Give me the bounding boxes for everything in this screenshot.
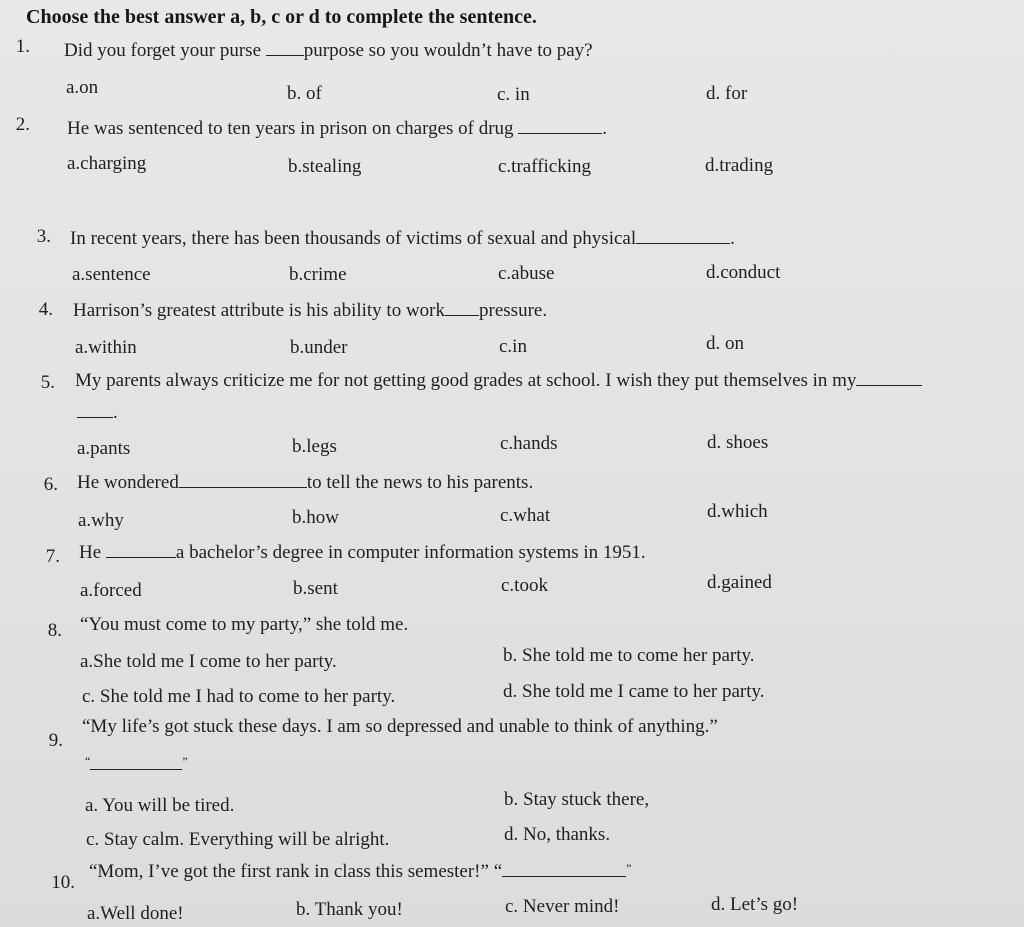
continuation-text: . (113, 402, 118, 423)
question-text-part: to tell the news to his parents. (306, 472, 534, 493)
question-number: 10. (51, 872, 75, 893)
option-a: a.within (75, 337, 137, 358)
option-d: d. No, thanks. (504, 824, 611, 845)
question-number: 9. (48, 730, 63, 751)
question-text-part: My parents always criticize me for not getting good grades at school. I wish they put themselves in my (75, 370, 857, 391)
option-a: a.sentence (72, 264, 151, 285)
option-a: a.forced (80, 580, 142, 601)
option-a: a.She told me I come to her party. (80, 651, 337, 672)
option-b: b.how (292, 507, 339, 528)
question-text (64, 40, 593, 62)
option-c: c.abuse (498, 263, 555, 284)
question-continuation (85, 754, 188, 776)
answer-blank (77, 416, 113, 418)
question-text-part: Did you forget your purse (64, 40, 266, 61)
question-text-part: “You must come to my party,” she told me. (80, 614, 409, 635)
option-a: a.pants (77, 438, 131, 459)
option-c: c. Never mind! (505, 896, 620, 917)
option-d: d. for (706, 83, 748, 104)
question-text-part: He was sentenced to ten years in prison on charges of drug (67, 118, 519, 139)
option-b: b. She told me to come her party. (503, 645, 755, 666)
option-c: c.what (500, 505, 551, 526)
question-text (79, 542, 646, 564)
option-c: c. Stay calm. Everything will be alright. (86, 829, 390, 850)
question-text-part: He wondered (77, 472, 179, 493)
close-quote: ” (182, 754, 188, 768)
question-text (67, 118, 607, 140)
question-text-part: purpose so you wouldn’t have to pay? (303, 40, 593, 61)
question-number: 7. (45, 546, 60, 567)
option-d: d.conduct (706, 262, 781, 283)
answer-blank (179, 486, 307, 488)
option-c: c. She told me I had to come to her party. (82, 686, 396, 707)
option-c: c. in (497, 84, 530, 105)
option-b: b.legs (292, 436, 337, 457)
question-text-part: Harrison’s greatest attribute is his ability to work (73, 300, 446, 321)
question-text (80, 614, 408, 636)
option-b: b. of (287, 83, 322, 104)
answer-blank (266, 54, 304, 56)
option-d: d. Let’s go! (711, 894, 799, 915)
question-number: 8. (47, 620, 62, 641)
question-number: 1. (15, 36, 30, 57)
option-b: b.crime (289, 264, 347, 285)
question-number: 2. (15, 114, 30, 135)
question-text-part: pressure. (479, 300, 548, 321)
question-text-part: . (602, 118, 608, 139)
answer-blank (106, 556, 176, 558)
option-d: d. She told me I came to her party. (503, 681, 765, 702)
option-c: c.in (499, 336, 527, 357)
answer-blank (90, 768, 182, 770)
instruction-heading: Choose the best answer a, b, c or d to complete the sentence. (26, 6, 537, 28)
question-continuation (77, 402, 118, 424)
question-text-part: “My life’s got stuck these days. I am so depressed and unable to think of anything.” (82, 716, 718, 737)
answer-blank (856, 384, 922, 386)
question-text-part: a bachelor’s degree in computer information systems in 1951. (175, 542, 646, 563)
option-a: a.Well done! (87, 903, 184, 924)
option-c: c.hands (500, 433, 558, 454)
question-text-part: “Mom, I’ve got the first rank in class this semester!” “ (89, 861, 503, 882)
option-a: a.why (78, 510, 124, 531)
option-c: c.trafficking (498, 156, 592, 177)
question-text-part: He (79, 542, 106, 563)
answer-blank (502, 875, 626, 877)
option-d: d. shoes (707, 432, 769, 453)
option-d: d.trading (705, 155, 774, 176)
question-text (75, 370, 922, 392)
option-b: b.sent (293, 578, 338, 599)
question-text (70, 228, 735, 250)
option-b: b.under (290, 337, 348, 358)
option-c: c.took (501, 575, 548, 596)
question-text (82, 716, 718, 738)
option-d: d.gained (707, 572, 772, 593)
question-number: 6. (43, 474, 58, 495)
answer-blank (518, 132, 602, 134)
option-b: b. Stay stuck there, (504, 789, 650, 810)
question-number: 4. (38, 299, 53, 320)
question-text-part: ” (626, 861, 632, 875)
question-text-part: . (730, 228, 735, 249)
question-text (77, 472, 533, 494)
option-a: a. You will be tired. (85, 795, 235, 816)
answer-blank (445, 314, 479, 316)
option-a: a.charging (67, 153, 147, 174)
option-d: d. on (706, 333, 744, 354)
question-text-part: In recent years, there has been thousands of victims of sexual and physical (70, 228, 637, 249)
option-d: d.which (707, 501, 768, 522)
answer-blank (636, 242, 730, 244)
question-text (89, 861, 631, 883)
option-a: a.on (66, 77, 99, 98)
question-number: 3. (36, 226, 51, 247)
open-quote: “ (85, 754, 91, 768)
option-b: b. Thank you! (296, 899, 403, 920)
question-text (73, 300, 547, 322)
option-b: b.stealing (288, 156, 362, 177)
question-number: 5. (40, 372, 55, 393)
